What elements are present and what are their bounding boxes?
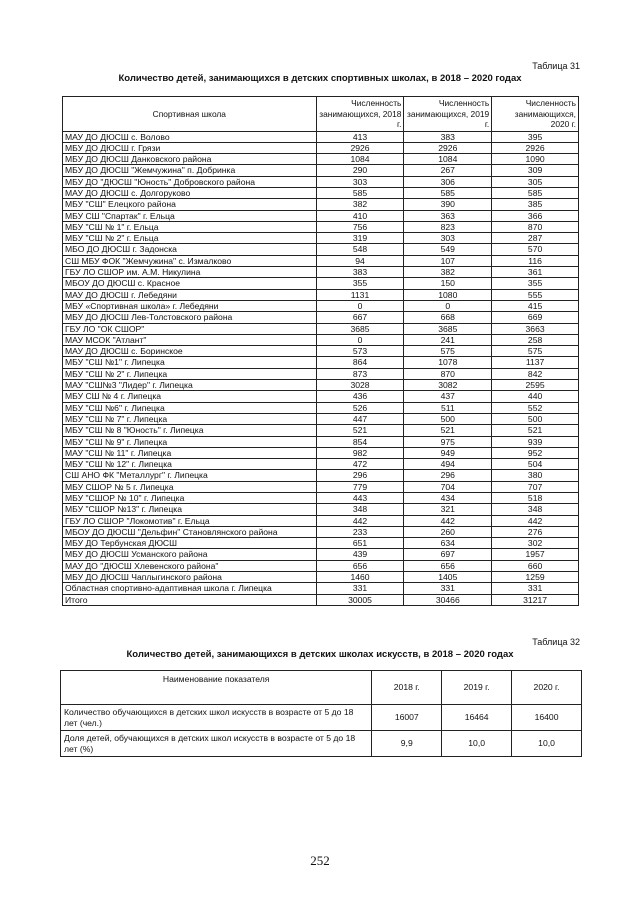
row-value-cell-2020: 10,0 xyxy=(512,731,582,757)
row-value-cell-2020: 440 xyxy=(492,391,579,402)
row-label-cell: МБУ ДО "ДЮСШ "Юность" Добровского района xyxy=(63,176,317,187)
table-row xyxy=(63,334,579,345)
row-label-cell: СШ АНО ФК "Металлург" г. Липецка xyxy=(63,470,317,481)
table-row xyxy=(63,323,579,334)
row-value-cell-2018: 0 xyxy=(316,300,404,311)
row-value-cell-2018: 982 xyxy=(316,447,404,458)
table32-header-2019: 2019 г. xyxy=(442,671,512,705)
row-label-cell: МБУ "СШОР № 10" г. Липецка xyxy=(63,493,317,504)
row-value-cell-2018: 656 xyxy=(316,560,404,571)
row-value-cell-2020: 570 xyxy=(492,244,579,255)
row-label-cell: ГБУ ЛО СШОР "Локомотив" г. Ельца xyxy=(63,515,317,526)
table-row xyxy=(63,380,579,391)
table32-title: Количество детей, занимающихся в детских школах искусств, в 2018 – 2020 годах xyxy=(126,649,514,660)
row-value-cell-2018: 331 xyxy=(316,583,404,594)
row-label-cell: МБУ "СШ № 7" г. Липецка xyxy=(63,413,317,424)
row-value-cell-2020: 575 xyxy=(492,346,579,357)
row-label-cell: МБУ «Спортивная школа» г. Лебедяни xyxy=(63,300,317,311)
table31-label: Таблица 31 xyxy=(532,61,580,71)
row-value-cell-2019: 321 xyxy=(404,504,492,515)
row-value-cell-2018: 1084 xyxy=(316,154,404,165)
row-value-cell-2019: 267 xyxy=(404,165,492,176)
row-value-cell-2019: 704 xyxy=(404,481,492,492)
row-value-cell-2019: 500 xyxy=(404,413,492,424)
row-value-cell-2018: 413 xyxy=(316,131,404,142)
row-value-cell-2018: 382 xyxy=(316,199,404,210)
row-value-cell-2020: 361 xyxy=(492,267,579,278)
row-value-cell-2019: 1084 xyxy=(404,154,492,165)
table-row xyxy=(63,470,579,481)
table-row xyxy=(63,583,579,594)
row-value-cell-2019: 1078 xyxy=(404,357,492,368)
row-label-cell: МБУ ДО ДЮСШ "Жемчужина" п. Добринка xyxy=(63,165,317,176)
row-label-cell: МАУ "СШ№3 "Лидер" г. Липецка xyxy=(63,380,317,391)
row-value-cell-2018: 521 xyxy=(316,425,404,436)
table-row xyxy=(63,357,579,368)
table32-header-row xyxy=(61,671,582,705)
table31-header-2018: Численность занимающихся, 2018 г. xyxy=(316,97,404,132)
row-value-cell-2019: 303 xyxy=(404,233,492,244)
row-value-cell-2019: 870 xyxy=(404,368,492,379)
table-row xyxy=(63,515,579,526)
row-value-cell-2018: 443 xyxy=(316,493,404,504)
row-label-cell: ГБУ ЛО "ОК СШОР" xyxy=(63,323,317,334)
row-label-cell: МБОУ ДО ДЮСШ с. Красное xyxy=(63,278,317,289)
row-value-cell-2020: 1957 xyxy=(492,549,579,560)
row-value-cell-2019: 2926 xyxy=(404,142,492,153)
row-label-cell: МБУ ДО Тербунская ДЮСШ xyxy=(63,538,317,549)
row-label-cell: МАУ ДО "ДЮСШ Хлевенского района" xyxy=(63,560,317,571)
row-value-cell-2018: 16007 xyxy=(372,705,442,731)
row-value-cell-2019: 511 xyxy=(404,402,492,413)
table-row xyxy=(63,391,579,402)
table-row xyxy=(63,572,579,583)
row-value-cell-2020: 258 xyxy=(492,334,579,345)
table-row xyxy=(63,187,579,198)
table-row xyxy=(63,267,579,278)
row-value-cell-2019: 668 xyxy=(404,312,492,323)
row-value-cell-2018: 233 xyxy=(316,526,404,537)
row-value-cell-2018: 94 xyxy=(316,255,404,266)
row-value-cell-2018: 30005 xyxy=(316,594,404,605)
row-value-cell-2020: 395 xyxy=(492,131,579,142)
table-row xyxy=(63,560,579,571)
row-value-cell-2018: 442 xyxy=(316,515,404,526)
row-label-cell: МБУ "СШ № 2" г. Липецка xyxy=(63,368,317,379)
row-value-cell-2020: 287 xyxy=(492,233,579,244)
row-value-cell-2018: 0 xyxy=(316,334,404,345)
row-value-cell-2018: 873 xyxy=(316,368,404,379)
row-value-cell-2019: 150 xyxy=(404,278,492,289)
table-row xyxy=(63,346,579,357)
row-label-cell: МАУ ДО ДЮСШ с. Волово xyxy=(63,131,317,142)
table-row xyxy=(63,199,579,210)
table-row xyxy=(61,705,582,731)
table-row xyxy=(63,436,579,447)
row-label-cell: МБУ "СШОР №13" г. Липецка xyxy=(63,504,317,515)
row-value-cell-2020: 585 xyxy=(492,187,579,198)
row-value-cell-2018: 383 xyxy=(316,267,404,278)
row-value-cell-2019: 383 xyxy=(404,131,492,142)
row-value-cell-2020: 442 xyxy=(492,515,579,526)
row-value-cell-2020: 2926 xyxy=(492,142,579,153)
row-value-cell-2018: 319 xyxy=(316,233,404,244)
row-value-cell-2018: 756 xyxy=(316,221,404,232)
row-label-cell: МАУ ДО ДЮСШ г. Лебедяни xyxy=(63,289,317,300)
row-value-cell-2019: 549 xyxy=(404,244,492,255)
table32-body xyxy=(61,705,582,757)
row-value-cell-2020: 1259 xyxy=(492,572,579,583)
row-value-cell-2019: 634 xyxy=(404,538,492,549)
row-value-cell-2019: 656 xyxy=(404,560,492,571)
row-value-cell-2018: 1460 xyxy=(316,572,404,583)
row-value-cell-2020: 309 xyxy=(492,165,579,176)
table-row xyxy=(63,233,579,244)
row-value-cell-2019: 975 xyxy=(404,436,492,447)
row-value-cell-2020: 31217 xyxy=(492,594,579,605)
row-value-cell-2019: 521 xyxy=(404,425,492,436)
row-value-cell-2018: 472 xyxy=(316,459,404,470)
row-value-cell-2018: 290 xyxy=(316,165,404,176)
row-value-cell-2020: 1090 xyxy=(492,154,579,165)
row-value-cell-2019: 585 xyxy=(404,187,492,198)
row-value-cell-2020: 380 xyxy=(492,470,579,481)
table32 xyxy=(60,670,582,757)
row-value-cell-2018: 303 xyxy=(316,176,404,187)
row-value-cell-2019: 442 xyxy=(404,515,492,526)
row-value-cell-2018: 864 xyxy=(316,357,404,368)
table-row xyxy=(63,142,579,153)
row-value-cell-2019: 494 xyxy=(404,459,492,470)
row-label-cell: МАУ ДО ДЮСШ с. Боринское xyxy=(63,346,317,357)
row-value-cell-2020: 276 xyxy=(492,526,579,537)
row-label-cell: МАУ ДО ДЮСШ с. Долгоруково xyxy=(63,187,317,198)
row-value-cell-2019: 306 xyxy=(404,176,492,187)
row-value-cell-2019: 16464 xyxy=(442,705,512,731)
row-label-cell: Количество обучающихся в детских школ искусств в возрасте от 5 до 18 лет (чел.) xyxy=(61,705,372,731)
table31-body xyxy=(63,131,579,605)
table-row xyxy=(63,549,579,560)
table-row xyxy=(63,300,579,311)
row-value-cell-2018: 355 xyxy=(316,278,404,289)
row-value-cell-2018: 526 xyxy=(316,402,404,413)
table-row xyxy=(63,176,579,187)
table-row xyxy=(63,402,579,413)
row-value-cell-2020: 555 xyxy=(492,289,579,300)
row-label-cell: МБУ СШ "Спартак" г. Ельца xyxy=(63,210,317,221)
row-label-cell: МАУ МСОК "Атлант" xyxy=(63,334,317,345)
row-value-cell-2020: 355 xyxy=(492,278,579,289)
row-value-cell-2020: 16400 xyxy=(512,705,582,731)
row-value-cell-2020: 415 xyxy=(492,300,579,311)
row-value-cell-2018: 348 xyxy=(316,504,404,515)
table-row xyxy=(63,368,579,379)
row-value-cell-2019: 437 xyxy=(404,391,492,402)
row-value-cell-2020: 305 xyxy=(492,176,579,187)
row-value-cell-2019: 382 xyxy=(404,267,492,278)
table-row xyxy=(63,210,579,221)
table-row xyxy=(63,131,579,142)
row-label-cell: МБО ДО ДЮСШ г. Задонска xyxy=(63,244,317,255)
row-label-cell: МБУ "СШ № 8 "Юность" г. Липецка xyxy=(63,425,317,436)
row-value-cell-2018: 585 xyxy=(316,187,404,198)
row-value-cell-2019: 331 xyxy=(404,583,492,594)
table31-header-row xyxy=(63,97,579,132)
row-value-cell-2020: 521 xyxy=(492,425,579,436)
row-value-cell-2019: 260 xyxy=(404,526,492,537)
row-value-cell-2018: 548 xyxy=(316,244,404,255)
row-label-cell: МАУ "СШ № 11" г. Липецка xyxy=(63,447,317,458)
table-row xyxy=(63,221,579,232)
row-value-cell-2018: 436 xyxy=(316,391,404,402)
row-label-cell: МБУ "СШ" Елецкого района xyxy=(63,199,317,210)
row-label-cell: МБУ "СШ № 2" г. Ельца xyxy=(63,233,317,244)
row-label-cell: МБУ "СШ №1" г. Липецка xyxy=(63,357,317,368)
table-row xyxy=(63,538,579,549)
row-value-cell-2019: 697 xyxy=(404,549,492,560)
row-value-cell-2019: 296 xyxy=(404,470,492,481)
row-value-cell-2020: 302 xyxy=(492,538,579,549)
table-row xyxy=(63,594,579,605)
row-value-cell-2020: 348 xyxy=(492,504,579,515)
row-label-cell: Итого xyxy=(63,594,317,605)
row-value-cell-2020: 1137 xyxy=(492,357,579,368)
row-value-cell-2020: 366 xyxy=(492,210,579,221)
table-row xyxy=(63,526,579,537)
row-value-cell-2018: 2926 xyxy=(316,142,404,153)
row-label-cell: МБУ "СШ № 9" г. Липецка xyxy=(63,436,317,447)
row-value-cell-2019: 390 xyxy=(404,199,492,210)
row-value-cell-2019: 434 xyxy=(404,493,492,504)
table32-label: Таблица 32 xyxy=(532,637,580,647)
row-value-cell-2018: 296 xyxy=(316,470,404,481)
row-label-cell: МБУ ДО ДЮСШ Чаплыгинского района xyxy=(63,572,317,583)
row-label-cell: МБУ СШОР № 5 г. Липецка xyxy=(63,481,317,492)
row-label-cell: СШ МБУ ФОК "Жемчужина" с. Измалково xyxy=(63,255,317,266)
table31-header-name: Спортивная школа xyxy=(63,97,317,132)
row-value-cell-2018: 447 xyxy=(316,413,404,424)
row-value-cell-2018: 1131 xyxy=(316,289,404,300)
table-row xyxy=(63,289,579,300)
table-row xyxy=(63,165,579,176)
row-value-cell-2020: 707 xyxy=(492,481,579,492)
row-value-cell-2020: 500 xyxy=(492,413,579,424)
row-label-cell: МБУ ДО ДЮСШ Данковского района xyxy=(63,154,317,165)
table32-header-2018: 2018 г. xyxy=(372,671,442,705)
row-value-cell-2020: 3663 xyxy=(492,323,579,334)
table-row xyxy=(63,312,579,323)
page-number: 252 xyxy=(310,853,330,868)
row-value-cell-2018: 667 xyxy=(316,312,404,323)
row-value-cell-2019: 363 xyxy=(404,210,492,221)
row-value-cell-2018: 3685 xyxy=(316,323,404,334)
row-value-cell-2018: 9,9 xyxy=(372,731,442,757)
row-value-cell-2020: 660 xyxy=(492,560,579,571)
table-row xyxy=(63,504,579,515)
row-value-cell-2019: 575 xyxy=(404,346,492,357)
row-value-cell-2018: 439 xyxy=(316,549,404,560)
row-label-cell: ГБУ ЛО СШОР им. А.М. Никулина xyxy=(63,267,317,278)
row-value-cell-2019: 10,0 xyxy=(442,731,512,757)
row-value-cell-2018: 573 xyxy=(316,346,404,357)
table-row xyxy=(63,154,579,165)
row-value-cell-2018: 410 xyxy=(316,210,404,221)
row-value-cell-2020: 552 xyxy=(492,402,579,413)
table-row xyxy=(63,481,579,492)
row-value-cell-2019: 241 xyxy=(404,334,492,345)
row-value-cell-2020: 385 xyxy=(492,199,579,210)
table-row xyxy=(63,493,579,504)
row-value-cell-2020: 669 xyxy=(492,312,579,323)
row-value-cell-2019: 107 xyxy=(404,255,492,266)
row-value-cell-2020: 116 xyxy=(492,255,579,266)
row-label-cell: МБУ "СШ № 1" г. Ельца xyxy=(63,221,317,232)
row-value-cell-2020: 518 xyxy=(492,493,579,504)
row-value-cell-2019: 949 xyxy=(404,447,492,458)
row-label-cell: МБУ "СШ № 12" г. Липецка xyxy=(63,459,317,470)
row-value-cell-2020: 952 xyxy=(492,447,579,458)
table-row xyxy=(63,244,579,255)
row-value-cell-2020: 331 xyxy=(492,583,579,594)
table32-header-2020: 2020 г. xyxy=(512,671,582,705)
row-value-cell-2018: 854 xyxy=(316,436,404,447)
row-value-cell-2019: 3685 xyxy=(404,323,492,334)
table-row xyxy=(63,255,579,266)
row-value-cell-2019: 3082 xyxy=(404,380,492,391)
row-value-cell-2018: 3028 xyxy=(316,380,404,391)
table-row xyxy=(63,278,579,289)
table31-title: Количество детей, занимающихся в детских спортивных школах, в 2018 – 2020 годах xyxy=(118,73,522,84)
row-value-cell-2018: 651 xyxy=(316,538,404,549)
row-value-cell-2019: 1080 xyxy=(404,289,492,300)
row-value-cell-2019: 0 xyxy=(404,300,492,311)
row-value-cell-2020: 939 xyxy=(492,436,579,447)
row-label-cell: МБУ ДО ДЮСШ Усманского района xyxy=(63,549,317,560)
row-value-cell-2019: 823 xyxy=(404,221,492,232)
row-label-cell: Областная спортивно-адаптивная школа г. Липецка xyxy=(63,583,317,594)
row-value-cell-2019: 30466 xyxy=(404,594,492,605)
table-row xyxy=(63,447,579,458)
row-value-cell-2020: 842 xyxy=(492,368,579,379)
row-value-cell-2019: 1405 xyxy=(404,572,492,583)
row-value-cell-2020: 2595 xyxy=(492,380,579,391)
table31-header-2019: Численность занимающихся, 2019 г. xyxy=(404,97,492,132)
row-label-cell: МБУ ДО ДЮСШ г. Грязи xyxy=(63,142,317,153)
row-label-cell: МБУ "СШ №6" г. Липецка xyxy=(63,402,317,413)
table-row xyxy=(63,425,579,436)
row-value-cell-2018: 779 xyxy=(316,481,404,492)
table-row xyxy=(63,413,579,424)
row-label-cell: МБУ СШ № 4 г. Липецка xyxy=(63,391,317,402)
table31-header-2020: Численность занимающихся, 2020 г. xyxy=(492,97,579,132)
table32-header-name: Наименование показателя xyxy=(61,671,372,705)
table-row xyxy=(63,459,579,470)
row-label-cell: МБОУ ДО ДЮСШ "Дельфин" Становлянского района xyxy=(63,526,317,537)
row-value-cell-2020: 870 xyxy=(492,221,579,232)
table-row xyxy=(61,731,582,757)
row-label-cell: МБУ ДО ДЮСШ Лев-Толстовского района xyxy=(63,312,317,323)
row-value-cell-2020: 504 xyxy=(492,459,579,470)
row-label-cell: Доля детей, обучающихся в детских школ искусств в возрасте от 5 до 18 лет (%) xyxy=(61,731,372,757)
table31 xyxy=(62,96,579,606)
